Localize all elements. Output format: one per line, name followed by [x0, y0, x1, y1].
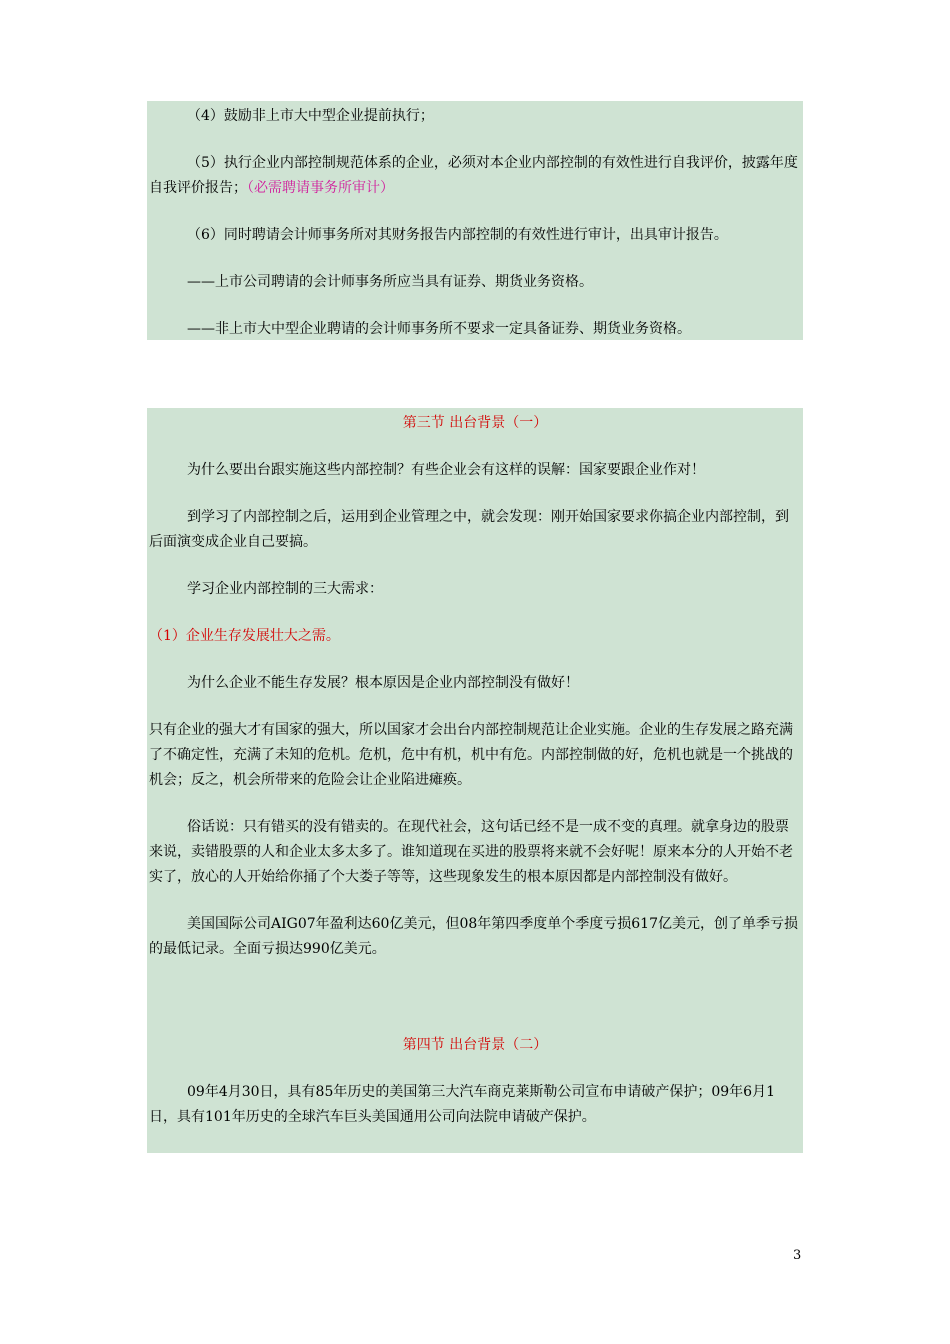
paragraph-three-needs: 学习企业内部控制的三大需求： — [187, 581, 383, 597]
paragraph-aig: 美国国际公司AIG07年盈利达60亿美元，但08年第四季度单个季度亏损617亿美元，创了单季亏损的最低记录。全面亏损达990亿美元。 — [149, 916, 798, 957]
section-4-heading: 第四节 出台背景（二） — [402, 1037, 548, 1053]
need-1-heading: （1）企业生存发展壮大之需。 — [149, 628, 340, 644]
paragraph-root-cause: 为什么企业不能生存发展？根本原因是企业内部控制没有做好！ — [187, 675, 579, 691]
paragraph-item-5 — [149, 151, 801, 201]
paragraph-listed-firms: ——上市公司聘请的会计师事务所应当具有证券、期货业务资格。 — [187, 274, 593, 290]
paragraph-why: 为什么要出台跟实施这些内部控制？有些企业会有这样的误解：国家要跟企业作对！ — [187, 462, 705, 478]
content-block-1 — [147, 101, 803, 340]
paragraph-learning: 到学习了内部控制之后，运用到企业管理之中，就会发现：刚开始国家要求你搞企业内部控制，到后面演变成企业自己要搞。 — [149, 509, 789, 550]
paragraph-proverb: 俗话说：只有错买的没有错卖的。在现代社会，这句话已经不是一成不变的真理。就拿身边的股票来说，卖错股票的人和企业太多太多了。谁知道现在买进的股票将来就不会好呢！原来本分的人开始不老实了，放心的人开始给你捅了个大娄子等等，这些现象发生的根本原因都是内部控制没有做好。 — [149, 819, 793, 885]
audit-note: （必需聘请事务所审计） — [247, 180, 394, 196]
section-3-heading: 第三节 出台背景（一） — [402, 415, 548, 431]
paragraph-unlisted-firms: ——非上市大中型企业聘请的会计师事务所不要求一定具备证券、期货业务资格。 — [187, 321, 691, 337]
item-5-text: （5）执行企业内部控制规范体系的企业，必须对本企业内部控制的有效性进行自我评价，披露年度自我评价报告； — [149, 155, 798, 196]
paragraph-bankruptcy: 09年4月30日，具有85年历史的美国第三大汽车商克莱斯勒公司宣布申请破产保护；09年6月1日，具有101年历史的全球汽车巨头美国通用公司向法院申请破产保护。 — [149, 1084, 775, 1125]
paragraph-item-4: （4）鼓励非上市大中型企业提前执行； — [187, 108, 434, 124]
page-number: 3 — [793, 1248, 802, 1263]
content-block-2 — [147, 408, 803, 1153]
paragraph-national-strength: 只有企业的强大才有国家的强大，所以国家才会出台内部控制规范让企业实施。企业的生存发展之路充满了不确定性，充满了未知的危机。危机，危中有机，机中有危。内部控制做的好，危机也就是一个挑战的机会；反之，机会所带来的危险会让企业陷进瘫痪。 — [149, 722, 793, 788]
paragraph-item-6: （6）同时聘请会计师事务所对其财务报告内部控制的有效性进行审计，出具审计报告。 — [187, 227, 728, 243]
